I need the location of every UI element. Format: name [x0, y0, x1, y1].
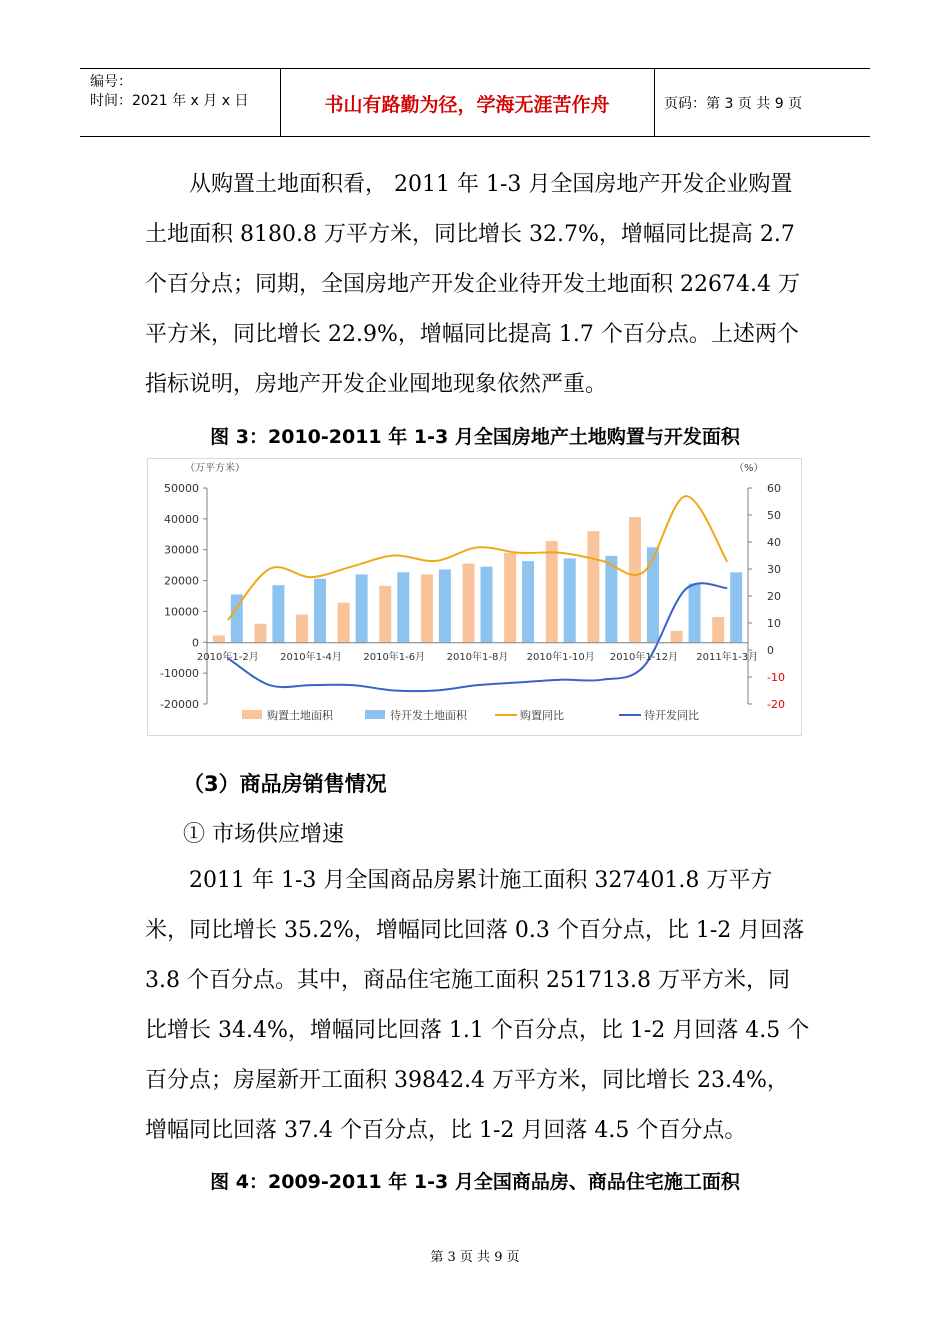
right-tick-label: 20 [767, 590, 781, 603]
header-number-label: 编号： [90, 74, 132, 90]
legend-label: 购置同比 [520, 709, 564, 722]
page-footer: 第 3 页 共 9 页 [430, 1250, 520, 1265]
figure-4-caption: 图 4：2009-2011 年 1-3 月全国商品房、商品住宅施工面积 [210, 1171, 740, 1193]
header-motto: 书山有路勤为径，学海无涯苦作舟 [324, 94, 610, 116]
page-header [80, 68, 870, 137]
header-page-label: 页码：第 3 页 共 9 页 [664, 96, 803, 112]
purchase-area-bar [213, 635, 225, 642]
header-left [90, 73, 248, 111]
purchase-area-bar [463, 564, 475, 643]
right-tick-label: 40 [767, 536, 781, 549]
purchase-area-bar [504, 553, 516, 642]
purchase-area-bar [629, 517, 641, 642]
figure-3-caption: 图 3：2010-2011 年 1-3 月全国房地产土地购置与开发面积 [210, 426, 740, 448]
legend-label: 购置土地面积 [267, 709, 333, 722]
x-tick-label: 2011年1-3月 [696, 652, 759, 663]
left-axis-unit: （万平方米） [185, 463, 245, 474]
left-tick-label: 10000 [164, 605, 199, 619]
header-divider [654, 69, 655, 136]
pending-area-bar [272, 585, 284, 642]
left-tick-label: 0 [192, 636, 199, 650]
pending-area-bar [647, 547, 659, 642]
x-tick-label: 2010年1-10月 [526, 652, 595, 663]
x-tick-label: 2010年1-2月 [196, 652, 259, 663]
purchase-area-bar [712, 617, 724, 642]
right-tick-label: 50 [767, 509, 781, 522]
section-3-heading: （3）商品房销售情况 [183, 772, 387, 796]
left-tick-label: 20000 [164, 574, 199, 588]
left-tick-label: 30000 [164, 543, 199, 557]
right-axis-unit: （%） [734, 463, 764, 474]
pending-area-bar [522, 561, 534, 642]
right-tick-label: -20 [767, 698, 785, 711]
pending-area-bar [564, 558, 576, 642]
pending-area-bar [730, 572, 742, 642]
purchase-area-bar [546, 541, 558, 642]
pending-area-bar [481, 567, 493, 643]
purchase-area-bar [421, 574, 433, 642]
pending-area-bar [356, 574, 368, 642]
figure-3-chart [147, 458, 802, 736]
body-paragraph-1: 从购置土地面积看， 2011 年 1-3 月全国房地产开发企业购置土地面积 8180.8 万平方米，同比增长 32.7%，增幅同比提高 2.7 个百分点；同期，全国房地产开发企业待开发土地面积 22674.4 万平方米，同比增长 22.9%，增幅同比提高 1.7 个百分点。上述两个指标说明，房地产开发企业囤地现象依然严重。 [145, 172, 800, 397]
right-tick-label: 60 [767, 482, 781, 495]
x-tick-label: 2010年1-12月 [609, 652, 679, 663]
right-tick-label: -10 [767, 671, 785, 684]
purchase-area-bar [254, 624, 266, 643]
x-tick-label: 2010年1-6月 [363, 652, 426, 663]
right-tick-label: 0 [767, 644, 774, 657]
left-tick-label: 40000 [164, 512, 199, 526]
left-tick-label: -20000 [160, 698, 199, 711]
legend-label: 待开发同比 [644, 709, 699, 722]
pending-area-bar [314, 579, 326, 643]
header-time-label: 时间：2021 年 x 月 x 日 [90, 93, 249, 109]
purchase-area-bar [379, 586, 391, 642]
purchase-area-bar [338, 603, 350, 642]
legend-swatch [242, 710, 262, 719]
item-market-supply: ① 市场供应增速 [183, 822, 344, 847]
purchase-area-bar [296, 615, 308, 643]
left-tick-label: 50000 [164, 482, 199, 495]
legend-swatch [365, 710, 385, 719]
right-tick-label: 10 [767, 617, 781, 630]
purchase-area-bar [587, 531, 599, 642]
pending-area-bar [439, 569, 451, 642]
purchase-area-bar [671, 631, 683, 642]
pending-area-bar [689, 584, 701, 643]
right-tick-label: 30 [767, 563, 781, 576]
legend-label: 待开发土地面积 [390, 709, 467, 722]
x-tick-label: 2010年1-8月 [446, 652, 509, 663]
left-tick-label: -10000 [160, 667, 199, 681]
pending-area-bar [397, 572, 409, 642]
pending-area-bar [605, 556, 617, 642]
x-tick-label: 2010年1-4月 [280, 652, 342, 663]
body-paragraph-2: 2011 年 1-3 月全国商品房累计施工面积 327401.8 万平方米，同比增长 35.2%，增幅同比回落 0.3 个百分点，比 1-2 月回落 3.8 个百分点。其中，商品住宅施工面积 251713.8 万平方米，同比增长 34.4%，增幅同比回落 1.1 个百分点，比 1-2 月回落 4.5 个百分点；房屋新开工面积 39842.4 万平方米，同比增长 23.4%，增幅同比回落 37.4 个百分点，比 1-2 月回落 4.5 个百分点。 [145, 868, 810, 1143]
